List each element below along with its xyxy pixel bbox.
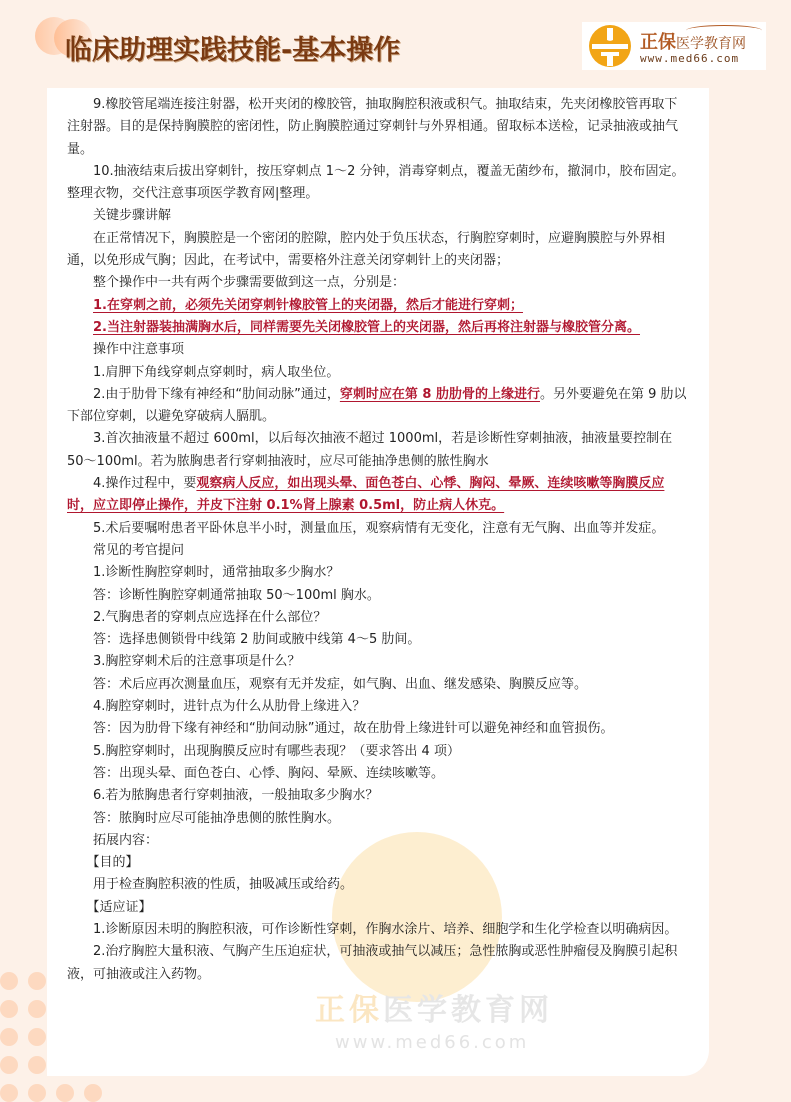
- answer-4: 答：因为肋骨下缘有神经和“肋间动脉”通过，故在肋骨上缘进针可以避免神经和血管损伤。: [93, 721, 614, 737]
- page-title: 临床助理实践技能-基本操作: [65, 35, 401, 66]
- paragraph-key-body-2: 整个操作中一共有两个步骤需要做到这一点，分别是：: [93, 275, 406, 291]
- question-2: 2.气胸患者的穿刺点应选择在什么部位？: [93, 609, 327, 625]
- page-header: [0, 0, 791, 90]
- note-2-text: 2.由于肋骨下缘有神经和“肋间动脉”通过，: [93, 386, 340, 402]
- logo-brand-name: [640, 28, 746, 54]
- logo-brand-big: 正保: [640, 32, 676, 53]
- question-6: 6.若为脓胸患者行穿刺抽液，一般抽取多少胸水？: [93, 788, 379, 804]
- paragraph-step-10: 10.抽液结束后拔出穿刺针，按压穿刺点 1～2 分钟，消毒穿刺点，覆盖无菌纱布，撤洞巾，胶布固定。整理衣物，交代注意事项医学教育网|整理。: [67, 163, 685, 202]
- question-5: 5.胸腔穿刺时，出现胸膜反应时有哪些表现？（要求答出 4 项）: [93, 743, 460, 759]
- paragraph-key-body: 在正常情况下，胸膜腔是一个密闭的腔隙，腔内处于负压状态，行胸腔穿刺时，应避胸膜腔与外界相通，以免形成气胸；因此，在考试中，需要格外注意关闭穿刺针上的夹闭器；: [67, 230, 666, 269]
- section-heading-qa: 常见的考官提问: [93, 542, 185, 558]
- answer-6: 答：脓胸时应尽可能抽净患侧的脓性胸水。: [93, 810, 341, 826]
- watermark-brand: [315, 985, 553, 1029]
- note-4: [67, 473, 687, 518]
- indication-1: 1.诊断原因未明的胸腔积液，可作诊断性穿刺，作胸水涂片、培养、细胞学和生化学检查以明确病因。: [93, 921, 678, 937]
- section-heading-extension: 拓展内容：: [93, 832, 159, 848]
- watermark-brand-rest: 医学教育网: [383, 993, 553, 1028]
- watermark-brand-first: 正保: [315, 993, 383, 1028]
- paragraph-step-9: 9.橡胶管尾端连接注射器，松开夹闭的橡胶管，抽取胸腔积液或积气。抽取结束，先夹闭橡胶管再取下注射器。目的是保持胸膜腔的密闭性，防止胸膜腔通过穿刺针与外界相通。留取标本送检，记录抽液或抽气量。: [67, 97, 679, 157]
- answer-3: 答：术后应再次测量血压，观察有无并发症，如气胸、出血、继发感染、胸膜反应等。: [93, 676, 588, 692]
- note-3: 3.首次抽液量不超过 600ml，以后每次抽液不超过 1000ml，若是诊断性穿刺抽液，抽液量要控制在 50～100ml。若为脓胸患者行穿刺抽液时，应尽可能抽净患侧的脓性胸水: [67, 431, 673, 469]
- section-heading-key-steps: 关键步骤讲解: [93, 208, 172, 224]
- purpose-body: 用于检查胸腔积液的性质，抽吸减压或给药。: [93, 877, 354, 893]
- decorative-dots-icon: [0, 972, 120, 1094]
- logo-url: www.med66.com: [640, 52, 740, 65]
- note-1: 1.肩胛下角线穿刺点穿刺时，病人取坐位。: [93, 364, 340, 380]
- note-4-text: 4.操作过程中，要: [93, 476, 197, 492]
- question-1: 1.诊断性胸腔穿刺时，通常抽取多少胸水？: [93, 565, 340, 581]
- note-2-text-after: 。另外要避免在第 9 肋以下部位穿刺，以避免穿破病人膈肌。: [67, 386, 687, 425]
- document-body: [67, 94, 687, 986]
- question-4: 4.胸腔穿刺时，进针点为什么从肋骨上缘进入？: [93, 699, 366, 715]
- brand-logo[interactable]: [582, 22, 766, 70]
- answer-5: 答：出现头晕、面色苍白、心悸、胸闷、晕厥、连续咳嗽等。: [93, 765, 445, 781]
- note-5: 5.术后要嘱咐患者平卧休息半小时，测量血压，观察病情有无变化，注意有无气胸、出血等并发症。: [93, 520, 665, 536]
- section-heading-indications: 【适应证】: [86, 899, 152, 915]
- watermark-url: www.med66.com: [335, 1032, 530, 1053]
- med66-logo-icon: [588, 24, 632, 68]
- answer-2: 答：选择患侧锁骨中线第 2 肋间或腋中线第 4～5 肋间。: [93, 632, 421, 648]
- answer-1: 答：诊断性胸腔穿刺通常抽取 50～100ml 胸水。: [93, 587, 380, 603]
- logo-brand-small: 医学教育网: [676, 36, 746, 52]
- note-4-highlight: 观察病人反应，如出现头晕、面色苍白、心悸、胸闷、晕厥、连续咳嗽等胸膜反应时，应立即停止操作，并皮下注射 0.1%肾上腺素 0.5ml，防止病人休克。: [67, 476, 665, 514]
- indication-2: 2.治疗胸腔大量积液、气胸产生压迫症状，可抽液或抽气以减压；急性脓胸或恶性肿瘤侵及胸膜引起积液，可抽液或注入药物。: [67, 944, 678, 982]
- note-2: [67, 384, 687, 429]
- highlight-key-step-1: 1.在穿刺之前，必须先关闭穿刺针橡胶管上的夹闭器，然后才能进行穿刺；: [93, 297, 523, 313]
- section-heading-notes: 操作中注意事项: [93, 342, 185, 358]
- question-3: 3.胸腔穿刺术后的注意事项是什么？: [93, 654, 301, 670]
- section-heading-purpose: 【目的】: [86, 855, 139, 871]
- highlight-key-step-2: 2.当注射器装抽满胸水后，同样需要先关闭橡胶管上的夹闭器，然后再将注射器与橡胶管分离。: [93, 319, 640, 335]
- note-2-highlight: 穿刺时应在第 8 肋肋骨的上缘进行: [339, 386, 540, 402]
